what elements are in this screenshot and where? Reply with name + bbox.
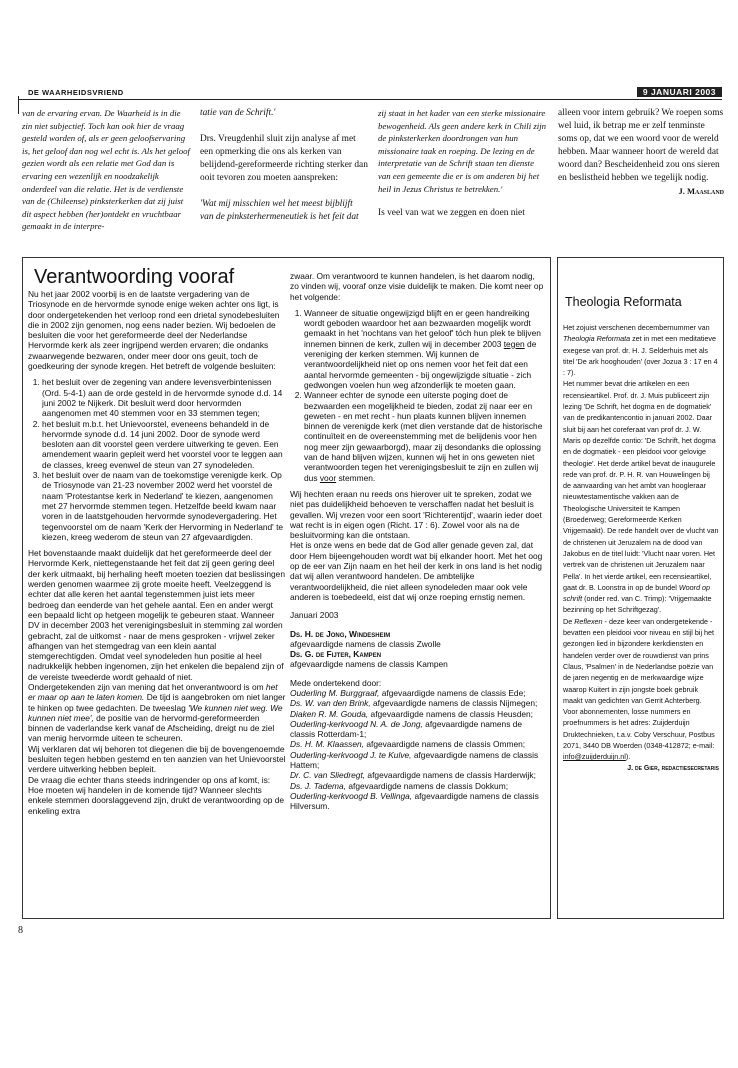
cosigner-name: Ouderling-kerkvoogd B. Vellinga, — [290, 790, 413, 801]
article-title: Verantwoording vooraf — [34, 266, 235, 288]
sidebar-p1-text-2: zet in met een meditatieve exegese van prof. dr. H. J. Selderhuis met als titel 'De ark hooghouden' (over Jozua 3 : 17 en 4 : 7). — [563, 334, 718, 378]
sidebar-para-1 — [563, 322, 719, 378]
email-link[interactable]: info@zuijderduijn.nl — [563, 752, 626, 762]
sidebar-para-2 — [563, 378, 719, 615]
cosigner-role: afgevaardigde namens de classis Dokkum; — [346, 780, 509, 791]
top-col3-text-b: Is veel van wat we zeggen en doen niet — [378, 208, 525, 219]
decision-item: 1. het besluit over de zegening van andere levensverbintenissen (Ord. 5-4-1) aan de orde gesteld in de hervormde synode d.d. 14 juni 2002 te Nijkerk. Dit besluit werd door hervormden aangenomen met 40 stemmen voor en 33 stemmen tegen; — [42, 377, 286, 418]
sidebar-p1-text: Het zojuist verschenen decembernummer van — [563, 323, 710, 332]
header-corner-mark — [18, 96, 19, 114]
cosigner-name: Ouderling-kerkvoogd N. A. de Jong, — [290, 718, 423, 729]
top-col1-text: van de ervaring ervan. De Waarheid is in die zin niet subjectief. Toch kan ook hier de vraag gesteld worden of, als er geen geloofservaring is, het geloof dan nog wel echt is. Als het geloof gezien wordt als een relatie met God dan is ervaring een wezenlijk en noodzakelijk onderdeel van die relatie. Het is de verdienste van de (Chileense) pinksterkerken dat zij juist dit aspect hebben (her)ontdekt en vruchtbaar gemaakt in de interpre- — [22, 108, 190, 232]
article-date: Januari 2003 — [290, 610, 339, 621]
article-para-2: Het bovenstaande maakt duidelijk dat het gereformeerde deel der Hervormde Kerk, niettegenstaande het feit dat zij geen gering deel der kerk uitmaakt, bij herhaling heeft moeten toezien dat beslissingen werden genomen waarmee zij grote moeite heeft. Veelzeggend is echter dat alle keren het aantal tegenstemmen juist iets meer bedroeg dan eenderde van het gehele aantal. Een en ander wergt een bepaald licht op hetgeen mogelijk te gebeuren staat. Wanneer DV in december 2003 het verenigingsbesluit in stemming zal worden gebracht, zal de uitkomst - naar de mens gesproken - vrijwel zeker afhangen van het stemgedrag van een klein aantal stemgerechtigden. Omdat veel synodeleden hun positie al heel nadrukkelijk hebben ingenomen, zijn het enkelen die bepalend zijn of de vereiste tweederde wordt gehaald of niet. — [28, 548, 285, 682]
cosigner-entry — [290, 719, 545, 740]
position-text: Wanneer echter de synode een uiterste poging doet de bezwaarden een mogelijkheid te bieden, zodat zij naar eer en geweten - en met recht - hun plaats kunnen blijven innemen binnen de verenigde kerk (met dien verstande dat de historische continuïteit en de overeenstemming met de belijdenis voor hen nog meer zijn gewaarborgd), maar zij desondanks die oplossing van de hand blijven wijzen, kunnen wij het in ons geweten niet verantwoorden tegen het verenigingsbesluit te zijn en zullen wij dus — [304, 390, 543, 483]
top-col4-text: alleen voor intern gebruik? We roepen soms wel luid, ik betrap me er zelf tenminste soms op, dat we een woord voor de wereld hebben. Maar wanneer hoort de wereld dat woord dan? Bescheidenheid zou ons sieren en beslistheid hebben we tegelijk nodig. — [558, 108, 724, 183]
sidebar-para-4 — [563, 706, 719, 762]
cosigner-entry — [290, 770, 545, 780]
sidebar-p4-text: Voor abonnementen, losse nummers en proefnummers is het adres: Zuijderduijn Druktechnieken, t.a.v. Coby Verschuur, Postbus 2071, 3440 DB Woerden (0348-412872; e-mail: — [563, 707, 715, 750]
cosigner-name: Ds. W. van den Brink, — [290, 698, 371, 709]
cosigner-role: afgevaardigde namens de classis Hattem; — [290, 749, 539, 771]
cosigner-role: afgevaardigde namens de classis Nijmegen; — [370, 698, 538, 709]
position-list — [290, 308, 545, 483]
cosigner-entry — [290, 688, 545, 698]
cosigner-role: afgevaardigde namens de classis Rotterdam-1; — [290, 718, 523, 740]
sidebar-para-3 — [563, 616, 719, 706]
para3-text: Ondergetekenden zijn van mening dat het onverantwoord is om — [28, 681, 266, 692]
sidebar-p2-book: Woord op schrift — [563, 582, 711, 604]
header-rule — [18, 99, 722, 100]
signer-1-role: afgevaardigde namens de classis Zwolle — [290, 638, 441, 649]
top-column-4 — [558, 107, 724, 198]
cosigner-role: afgevaardigde namens de classis Ede; — [379, 687, 526, 698]
cosigner-entry — [290, 698, 545, 708]
article-para-3 — [28, 682, 286, 744]
para3-emphasis: het er maar op aan te laten komen. — [28, 681, 278, 703]
sidebar-p1-journal: Theologia Reformata — [563, 334, 631, 344]
page-number: 8 — [18, 925, 23, 936]
article-para-4: Wij verklaren dat wij behoren tot diegenen die bij de bovengenoemde besluiten tegen hebben gestemd en ten aanzien van het Unievoorstel verdere uitwerking hebben bepleit. — [28, 743, 286, 775]
para3-quote: 'We kunnen niet weg. We kunnen niet mee', — [28, 702, 283, 723]
sidebar-text — [563, 322, 719, 774]
position-text-2: stemmen. — [336, 472, 376, 483]
sidebar-signature: J. de Gier, redactiesecretaris — [627, 764, 719, 772]
top-signature: J. Maasland — [678, 186, 724, 196]
issue-date: 9 JANUARI 2003 — [637, 87, 722, 97]
cosigner-role: afgevaardigde namens de classis Heusden; — [368, 708, 534, 719]
signer-2-role: afgevaardigde namens de classis Kampen — [290, 659, 448, 670]
cosigner-name: Dr. C. van Sliedregt, — [290, 770, 366, 781]
sidebar-p2-text-2: (onder red. van C. Trimp): 'Vrijgemaakte bezinning op het Schriftgezag'. — [563, 594, 712, 615]
cosigner-entry — [290, 791, 545, 812]
sidebar-p3-section: Reflexen — [574, 616, 603, 626]
position-text: Wanneer de situatie ongewijzigd blijft en er geen handreiking wordt geboden waardoor het aan bezwaarden mogelijk wordt gemaakt in het 'nochtans van het geloof' tóch hun plek te blijven innemen binnen de kerk, zullen wij in december 2003 — [304, 307, 541, 349]
cosigner-name: Ds. H. M. Klaassen, — [290, 739, 365, 750]
cosigner-entry — [290, 709, 545, 719]
position-item — [304, 308, 545, 390]
cosigner-entry — [290, 739, 545, 749]
top-col2-text-b: Drs. Vreugdenhil sluit zijn analyse af met een opmerking die ons als kerken van belijdend-gereformeerde richting sterker dan ooit tevoren zou moeten aanspreken: — [200, 134, 368, 183]
decision-item: 3. het besluit over de naam van de toekomstige verenigde kerk. Op de Triosynode van 21-23 november 2002 werd het voorstel de naam 'Protestantse kerk in Nederland' te kiezen, aangenomen met 27 hervormde stemmen tegen. Hetzelfde beeld kwam naar voren in de laatstgehouden hervormde synodevergadering. Het tegenvoorstel om de naam 'Kerk der Hervorming in Nederland' te kiezen, kreeg wederom de steun van 27 afgevaardigden. — [42, 470, 286, 542]
article-intro: Nu het jaar 2002 voorbij is en de laatste vergadering van de Triosynode en de hervormde synode enige weken achter ons ligt, is door ondergetekenden het verloop rond een drietal synodebesluiten die in 2002 zijn genomen, nog eens nader bezien. Wij bedoelen de besluiten die voor het gereformeerde deel der Nederlandse Hervormde kerk als zeer ingrijpend werden ervaren; die ondanks zwaarwegende bezwaren, onder meer door ons geuit, toch de goedkeuring der synode kregen. Het betreft de volgende besluiten: — [28, 289, 280, 372]
position-item — [304, 390, 545, 483]
publication-name: DE WAARHEIDSVRIEND — [28, 88, 124, 97]
sidebar-p3-text-2: - deze keer van ondergetekende - bevatten een pleidooi voor niveau en stijl bij het gezongen lied in bijzondere kerkdiensten en handelen verder over de rouwdienst van prins Claus, 'Psalmen' in de Nederlandse poëzie van de jaren negentig en de merkwaardige wijze waarop Kuitert in zijn jongste boek gebruik maakt van gedichten van Gerrit Achterberg. — [563, 616, 715, 705]
sidebar-title: Theologia Reformata — [565, 295, 682, 309]
position-text-2: de vereniging der kerken stemmen. Wij kunnen de verantwoordelijkheid niet op ons nemen voor het feit dat een aantal hervormde gemeenten - bij ongewijzigde situatie - zich gedwongen voelen hun weg afzonderlijk te moeten gaan. — [304, 338, 537, 390]
cosigner-entry — [290, 781, 545, 791]
sidebar-p3-text: De — [563, 616, 575, 626]
cosigner-name: Diaken R. M. Gouda, — [290, 708, 369, 719]
top-col2-text-c: 'Wat mij misschien wel het meest bijblijft van de pinksterhermeneutiek is het feit dat — [200, 199, 359, 222]
article-para-7: Wij hechten eraan nu reeds ons hierover uit te spreken, zodat we niet pas duidelijkheid behoeven te verschaffen nadat het besluit is gevallen. Wij vrezen voor een soort 'Richterentijd', waarin ieder doet wat recht is in eigen ogen (Richt. 17 : 6). Zowel voor als na de besluitvorming kan die ontstaan. — [290, 488, 542, 541]
article-column-2 — [290, 271, 545, 812]
cosigner-entry — [290, 750, 545, 771]
article-para-5: De vraag die echter thans steeds indringender op ons af komt, is: Hoe moeten wij handelen in de komende tijd? Wanneer slechts enkele stemmen doorslaggevend zijn, drukt de verantwoording op de enkeling extra — [28, 774, 285, 816]
cosigner-list — [290, 688, 545, 812]
article-column-1 — [28, 289, 286, 816]
position-underlined: tegen — [503, 338, 525, 349]
top-col2-text-a: tatie van de Schrift.' — [200, 108, 276, 118]
decisions-list — [28, 377, 286, 542]
cosigner-name: Ouderling-kerkvoogd J. te Kulve, — [290, 749, 412, 760]
article-para-6: zwaar. Om verantwoord te kunnen handelen, is het daarom nodig, zo vinden wij, vooraf onze visie duidelijk te maken. Die komt neer op het volgende: — [290, 271, 544, 302]
signer-2-name: Ds. G. de Fijter, Kampen — [290, 649, 382, 660]
cosigner-name: Ouderling M. Burggraaf, — [290, 687, 380, 698]
signer-1-name: Ds. H. de Jong, Windesheim — [290, 628, 391, 639]
cosigner-name: Ds. J. Tadema, — [290, 780, 347, 791]
top-column-2 — [200, 107, 368, 224]
cosigner-role: afgevaardigde namens de classis Ommen; — [364, 739, 526, 750]
cosign-label: Mede ondertekend door: — [290, 677, 382, 688]
article-para-8: Het is onze wens en bede dat de God aller genade geven zal, dat door Hem bijeengehouden wordt wat bij elkander hoort. Met het oog op de eer van Zijn naam en het heil der kerk in ons land is het nodig dat wij allen verantwoord handelen. De ambtelijke verantwoordelijkheid, die niet alleen synodeleden maar ook vele anderen is toebedeeld, eist dat wij onze roeping ernstig nemen. — [290, 540, 543, 602]
para3-text-2: De tijd is aangebroken om niet langer te hinken op twee gedachten. De tweeslag — [28, 692, 286, 713]
cosigner-role: afgevaardigde namens de classis Harderwijk; — [365, 770, 536, 781]
sidebar-p2-text: Het nummer bevat drie artikelen en een recensieartikel. Prof. dr. J. Muis publiceert zijn lezing 'De Schrift, het dogma en de dogmatiek' van de predikantencontio in januari 2002. Daar sluit bij aan het coreferaat van prof dr. J. W. Maris op dezelfde contio: 'De Schrift, het dogma en de dogmatiek - een pleidooi voor gelovige theologie'. Het derde artikel bevat de inaugurele rede van prof. dr. P. H. R. van Houwelingen bij de aanvaarding van het ambt van hoogleraar nieuwtestamentische vakken aan de Theologische Universiteit te Kampen (Broederweg; Gereformeerde Kerken Vrijgemaakt). De rede handelt over de vlucht van de christenen uit Jeruzalem na de dood van Jakobus en de titel luidt: 'Vlucht naar voren. Het vertrek van de christenen uit Jeruzalem naar Pella'. In het vierde artikel, een recensieartikel, gaat dr. B. Loonstra in op de bundel — [563, 379, 719, 592]
top-col3-text-a: zij staat in het kader van een sterke missionaire bewogenheid. Als geen andere kerk in Chili zijn de pinksterkerken doordrongen van hun missionaire taak en roeping. De lezing en de interpretatie van de Schrift staan ten dienste van een gemeente die er is om anderen bij het heil in Jezus Christus te betrekken.' — [378, 108, 547, 194]
cosigner-role: afgevaardigde namens de classis Hilversum. — [290, 790, 539, 812]
decision-item: 2. het besluit m.b.t. het Unievoorstel, eveneens behandeld in de hervormde synode d.d. 14 juni 2002. Door de synode werd besloten aan dit voorstel geen verdere uitwerking te geven. Een amendement waarin gepleit werd het voorstel voor te leggen aan de classes, kreeg evenwel de steun van 27 synodeleden. — [42, 419, 286, 470]
top-column-1 — [22, 107, 190, 233]
page-header — [18, 86, 722, 100]
sidebar-p4-text-2: ). — [625, 752, 631, 762]
position-underlined: voor — [319, 472, 337, 483]
para3-text-3: de positie van de hervormd-gereformeerden binnen de vaderlandse kerk vanaf de Afscheiding, dreigt nu de ziel van menig hervormde uiteen te scheuren. — [28, 712, 275, 744]
top-column-3 — [378, 107, 548, 220]
